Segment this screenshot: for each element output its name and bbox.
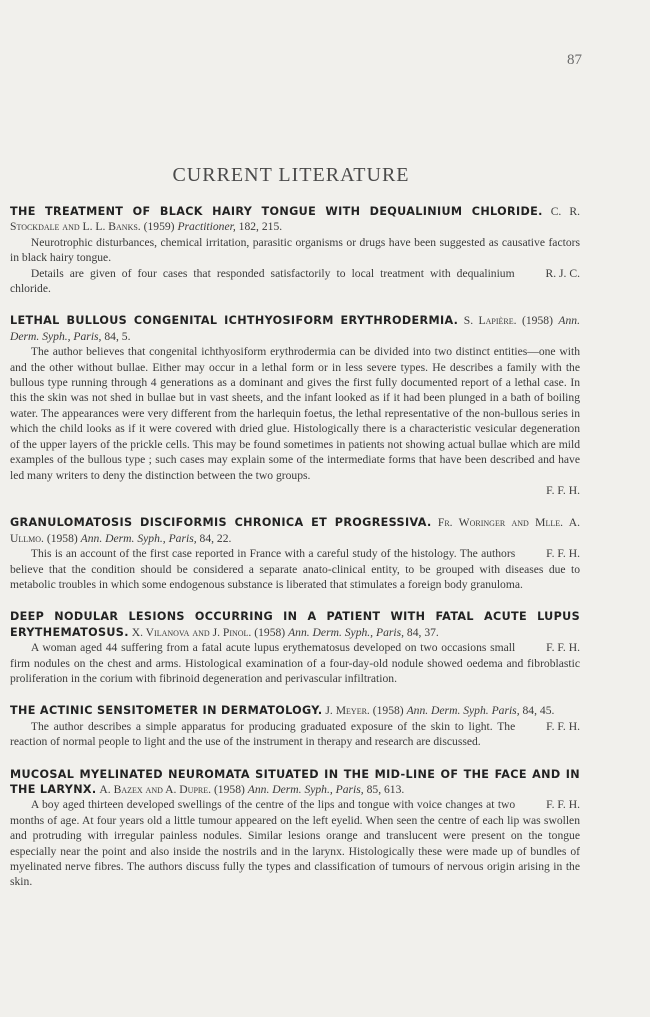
article-headline: DEEP NODULAR LESIONS OCCURRING IN A PATIENT WITH FATAL ACUTE LUPUS ERYTHEMATOSUS. <box>10 610 580 639</box>
article-heading <box>10 204 580 235</box>
article-headline: THE TREATMENT OF BLACK HAIRY TONGUE WITH DEQUALINIUM CHLORIDE. <box>10 205 543 218</box>
article-signature: R. J. C. <box>545 266 580 280</box>
article-year: (1958) <box>46 531 78 545</box>
article-paragraph-text: The author describes a simple apparatus for producing graduated exposure of the skin to light. The reaction of normal people to light and the use of the instrument in therapy and research are discussed. <box>10 719 516 749</box>
article-ref: 84, 22. <box>199 531 232 545</box>
article-year: (1958) <box>372 704 404 718</box>
article <box>10 767 580 890</box>
article-signature: F. F. H. <box>546 641 580 655</box>
article-authors: Fr. Woringer and Mlle. A. Ullmo. <box>10 516 580 545</box>
article-paragraph <box>10 266 580 297</box>
article-signature: F. F. H. <box>546 719 580 733</box>
article-authors: J. Meyer. <box>325 704 370 718</box>
page-title: CURRENT LITERATURE <box>172 164 410 186</box>
article-paragraph-text: This is an account of the first case reported in France with a careful study of the histology. The authors believe that the condition should be considered a separate anato-clinical entity, to be grouped with diseases due to metabolic troubles in which some endogenous substance is liberated that stimulates a foreign body granuloma. <box>10 547 580 591</box>
article-authors: X. Vilanova and J. Pinol. <box>131 625 252 639</box>
article-signature: F. F. H. <box>546 547 580 561</box>
article-list <box>10 204 580 907</box>
article <box>10 609 580 686</box>
article-ref: 84, 45. <box>522 704 555 718</box>
article-year: (1958) <box>213 783 245 796</box>
article-heading <box>10 609 580 640</box>
article-paragraph <box>10 719 580 750</box>
article-paragraph-text: A boy aged thirteen developed swellings of the centre of the lips and tongue with voice changes at two months of age. At four years old a little tumour appeared on the left eyelid. When seen the centre of each lip was swollen and protruding with irregular painless nodules. Similar lesions orange and translucent were present on the tongue especially near the point and also inside the nostrils and in the larynx. Histologically these were made up of bundles of myelinated nerve fibres. The authors discuss fully the types and classification of tumours of nervous origin arising in the skin. <box>10 798 580 889</box>
article-authors: S. Lapière. <box>463 314 517 328</box>
article-authors: A. Bazex and A. Dupre. <box>99 783 212 796</box>
article-signature: F. F. H. <box>546 798 580 812</box>
article <box>10 204 580 296</box>
article-authors: C. R. Stockdale and L. L. Banks. <box>10 205 580 234</box>
article-journal: Ann. Derm. Syph. Paris, <box>406 704 520 718</box>
article-year: (1958) <box>254 625 286 639</box>
article <box>10 515 580 592</box>
article-journal: Ann. Derm. Syph., Paris, <box>288 625 405 639</box>
article-journal: Ann. Derm. Syph., Paris, <box>10 314 580 343</box>
article-headline: MUCOSAL MYELINATED NEUROMATA SITUATED IN THE MID-LINE OF THE FACE AND IN THE LARYNX. <box>10 767 580 796</box>
article-year: (1959) <box>143 220 175 234</box>
article-paragraph: Neurotrophic disturbances, chemical irritation, parasitic organisms or drugs have been suggested as causative factors in black hairy tongue. <box>10 235 580 265</box>
article-paragraph-text: Details are given of four cases that responded satisfactorily to local treatment with dequalinium chloride. <box>10 266 515 296</box>
article-headline: LETHAL BULLOUS CONGENITAL ICHTHYOSIFORM ERYTHRODERMIA. <box>10 314 459 328</box>
article-journal: Ann. Derm. Syph., Paris, <box>80 531 197 545</box>
article-ref: 84, 5. <box>104 329 131 343</box>
article <box>10 703 580 749</box>
article-signature: F. F. H. <box>546 483 580 497</box>
article-paragraph <box>10 640 580 686</box>
article-ref: 85, 613. <box>366 783 405 796</box>
article-paragraph: The author believes that congenital ichthyosiform erythrodermia can be divided into two distinct entities—one with and the other without bullae. Either may occur in a lethal form or in less severe types. He describes a family with the bullous type running through 4 generations as a dominant and gives the first fully documented report of a lethal case. In this the skin was not shed in bullae but in vast sheets, and the infant looked as if it had been plunged in a bath of boiling water. The appearances were very different from the harlequin foetus, the lethal representative of the non-bullous series in which the child looks as if it were covered with dried glue. Histologically there is a characteristic vesicular degeneration of the upper layers of the prickle cells. This may be found sometimes in patients not showing actual bullae which are mild examples of the bullous type ; such cases may explain some of the intermediate forms that have been described and have led many writers to deny the distinction between the two groups. <box>10 345 580 482</box>
article-paragraph <box>10 546 580 592</box>
article-heading <box>10 703 580 718</box>
article-ref: 84, 37. <box>406 625 439 639</box>
article-ref: 182, 215. <box>238 220 283 234</box>
article-headline: THE ACTINIC SENSITOMETER IN DERMATOLOGY. <box>10 704 323 718</box>
article-paragraph <box>10 797 580 889</box>
article-journal: Ann. Derm. Syph., Paris, <box>247 783 364 796</box>
article-headline: GRANULOMATOSIS DISCIFORMIS CHRONICA ET PROGRESSIVA. <box>10 516 432 530</box>
article-year: (1958) <box>522 314 553 328</box>
article-journal: Practitioner, <box>177 220 236 234</box>
article-heading <box>10 515 580 546</box>
article-heading <box>10 313 580 344</box>
article-paragraph-text: A woman aged 44 suffering from a fatal acute lupus erythematosus developed on two occasions small firm nodules on the chest and arms. Histological examination of a four-day-old nodule showed oedema and fibroblastic proliferation in the corium with fibrinoid degeneration and perivascular infiltration. <box>10 641 580 685</box>
page-number: 87 <box>567 52 582 68</box>
article <box>10 313 580 498</box>
article-heading <box>10 767 580 798</box>
